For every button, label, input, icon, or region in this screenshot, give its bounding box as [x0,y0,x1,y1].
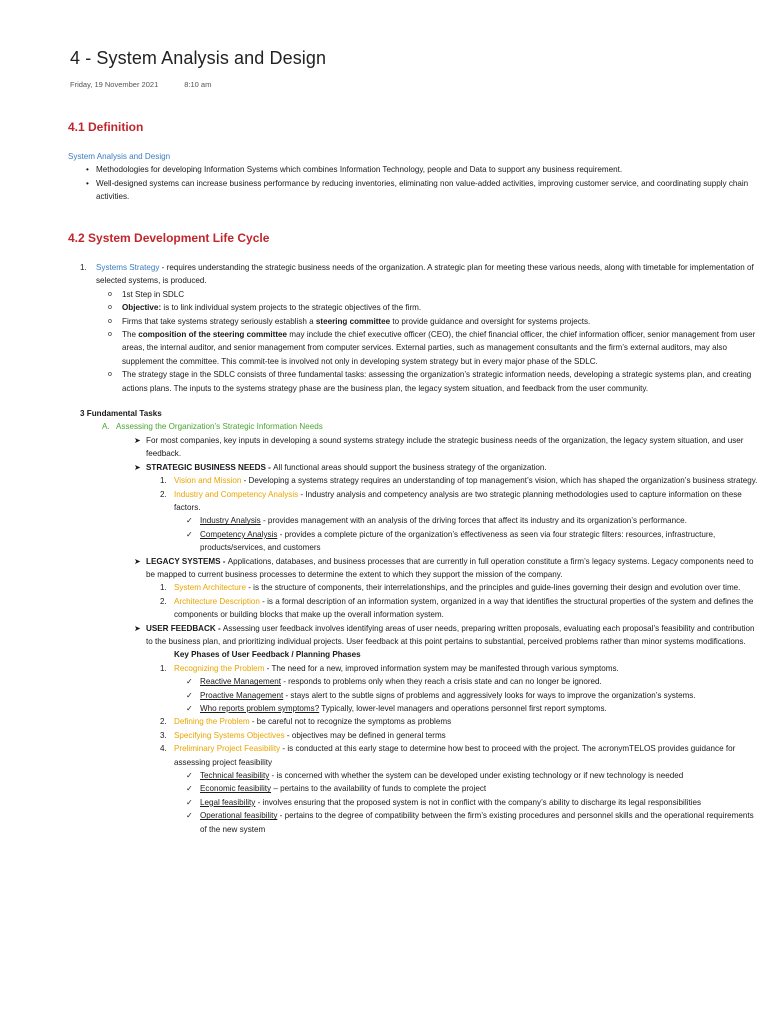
arrow-bullet-icon: ➤ [134,623,141,633]
section-heading-sdlc: 4.2 System Development Life Cycle [68,231,270,245]
circle-bullet-icon: o [108,304,112,312]
key-phases-heading: Key Phases of User Feedback / Planning Phases [174,650,361,660]
list-item: ➤ For most companies, key inputs in developing a sound systems strategy include the strategic business needs of the organization, the legacy system situation, and user feedback. [134,435,744,459]
section-sdlc-body [68,261,762,836]
list-item: o The composition of the steering committee may include the chief executive officer (CEO), the chief financial officer, the chief information officer, senior management from user areas, the internal auditor, and senior management from computer services. External parties, such as management consultants and the firm’s external auditors, may also supplement the committee. This commit-tee is involved not only in developing system strategy but in every major phase of the SDLC. [108,330,756,366]
list-item: ✓ Industry Analysis - provides management with an analysis of the driving forces that affect its industry and its organization’s performance. [68,514,762,527]
sdlc-item-systems-strategy: 1. Systems Strategy - requires understanding the strategic business needs of the organization. A strategic plan for meeting these various needs, along with timetable for implementation of selected systems, is produced. [80,263,754,286]
definition-bullet: • Well-designed systems can increase business performance by reducing inventories, eliminating non value-added activities, improving customer service, and coordinating supply chain activities. [68,177,762,204]
task-a: A. Assessing the Organization’s Strategic Information Needs [102,422,323,432]
page-date: Friday, 19 November 2021 [70,80,159,89]
arrow-bullet-icon: ➤ [134,462,141,472]
list-item: o Objective: is to link individual system projects to the strategic objectives of the firm. [68,301,762,314]
definition-bullet: • Methodologies for developing Information Systems which combines Information Technology, people and Data to support any business requirement. [68,163,762,176]
arrow-bullet-icon: ➤ [134,556,141,566]
checkmark-icon: ✓ [186,529,193,539]
task-a-points [68,434,762,836]
list-item: 4. Preliminary Project Feasibility - is conducted at this early stage to determine how best to proceed with the project. The acronymTELOS provides guidance for assessing project feasibility [160,744,736,767]
checkmark-icon: ✓ [186,516,193,526]
list-item: ➤ LEGACY SYSTEMS - Applications, databases, and business processes that are currently in full operation constitute a firm’s legacy systems. Legacy components need to be mapped to current business processes to determine the extent to which they support the mission of the company. [134,556,754,579]
list-item: 1. System Architecture - is the structure of components, their interrelationships, and the principles and guide-lines governing their design and evolution over time. [160,583,741,593]
section-heading-definition: 4.1 Definition [68,120,144,134]
definition-subheading: System Analysis and Design [68,152,171,161]
fundamental-tasks-heading: 3 Fundamental Tasks [80,409,162,419]
sdlc-list [68,261,762,288]
checkmark-icon: ✓ [186,704,193,713]
checkmark-icon: ✓ [186,797,193,807]
list-item: ✓ Competency Analysis - provides a complete picture of the organization’s effectiveness as seen via four strategic filters: resources, infrastructure, products/services, and customers [186,529,716,553]
checkmark-icon: ✓ [186,677,193,687]
list-item: ➤ STRATEGIC BUSINESS NEEDS - All functional areas should support the business strategy of the organization. [68,461,762,474]
list-item: ✓ Economic feasibility – pertains to the availability of funds to complete the project [68,782,762,795]
list-item: o Firms that take systems strategy seriously establish a steering committee to provide guidance and oversight for systems projects. [68,315,762,328]
list-item: 2. Architecture Description - is a formal description of an information system, organized in a way that identifies the structural properties of the system and defines the components or building blocks that make up the overall information system. [160,596,754,620]
systems-strategy-label: Systems Strategy [96,263,160,272]
checkmark-icon: ✓ [186,771,193,781]
circle-bullet-icon: o [108,331,112,339]
page-time: 8:10 am [184,80,212,89]
list-item: 2. Defining the Problem - be careful not to recognize the symptoms as problems [160,717,452,727]
list-item: ✓ Who reports problem symptoms? Typically, lower-level managers and operations personnel first report symptoms. [68,702,762,715]
list-item: ➤ USER FEEDBACK - Assessing user feedback involves identifying areas of user needs, preparing written proposals, evaluating each proposal’s feasibility and contribution to the business plan, and prioritizing individual projects. User feedback at this point pertains to substantial, perceived problems rather than minor systems modifications. [134,623,755,646]
page-title: 4 - System Analysis and Design [70,48,327,68]
circle-bullet-icon: o [108,371,112,379]
section-definition-body [68,150,762,204]
circle-bullet-icon: o [108,290,112,298]
checkmark-icon: ✓ [186,811,193,821]
systems-strategy-subpoints [68,288,762,395]
list-item: ✓ Legal feasibility - involves ensuring that the proposed system is not in conflict with the company’s ability to discharge its legal responsibilities [68,796,762,809]
circle-bullet-icon: o [108,317,112,325]
list-item: ✓ Technical feasibility - is concerned with whether the system can be developed under existing technology or if new technology is needed [68,769,762,782]
list-item: 1. Recognizing the Problem - The need for a new, improved information system may be manifested through various symptoms. [160,663,619,673]
list-item: o 1st Step in SDLC [68,288,762,301]
list-item: o The strategy stage in the SDLC consists of three fundamental tasks: assessing the organization’s strategic information needs, developing a strategic systems plan, and creating actions plans. The inputs to the systems strategy phase are the business plan, the legacy system situation, and feedback from the user community. [108,370,752,393]
page-timestamp [70,80,211,89]
definition-bullets [68,163,762,203]
checkmark-icon: ✓ [186,784,193,794]
checkmark-icon: ✓ [186,690,193,700]
list-item: 2. Industry and Competency Analysis - Industry analysis and competency analysis are two strategic planning methodologies used to capture information on these factors. [160,489,742,512]
list-item: 3. Specifying Systems Objectives - objectives may be defined in general terms [160,730,446,740]
list-item: ✓ Reactive Management - responds to problems only when they reach a crisis state and can no longer be ignored. [68,675,762,688]
list-item: 1. Vision and Mission - Developing a systems strategy requires an understanding of top management’s vision, which has shaped the organization’s business strategy. [160,476,758,486]
list-item: ✓ Proactive Management - stays alert to the subtle signs of problems and aggressively looks for ways to improve the organization’s systems. [68,689,762,702]
arrow-bullet-icon: ➤ [134,435,141,445]
list-item: ✓ Operational feasibility - pertains to the degree of compatibility between the firm’s existing procedures and personnel skills and the operational requirements of the new system [186,811,754,834]
